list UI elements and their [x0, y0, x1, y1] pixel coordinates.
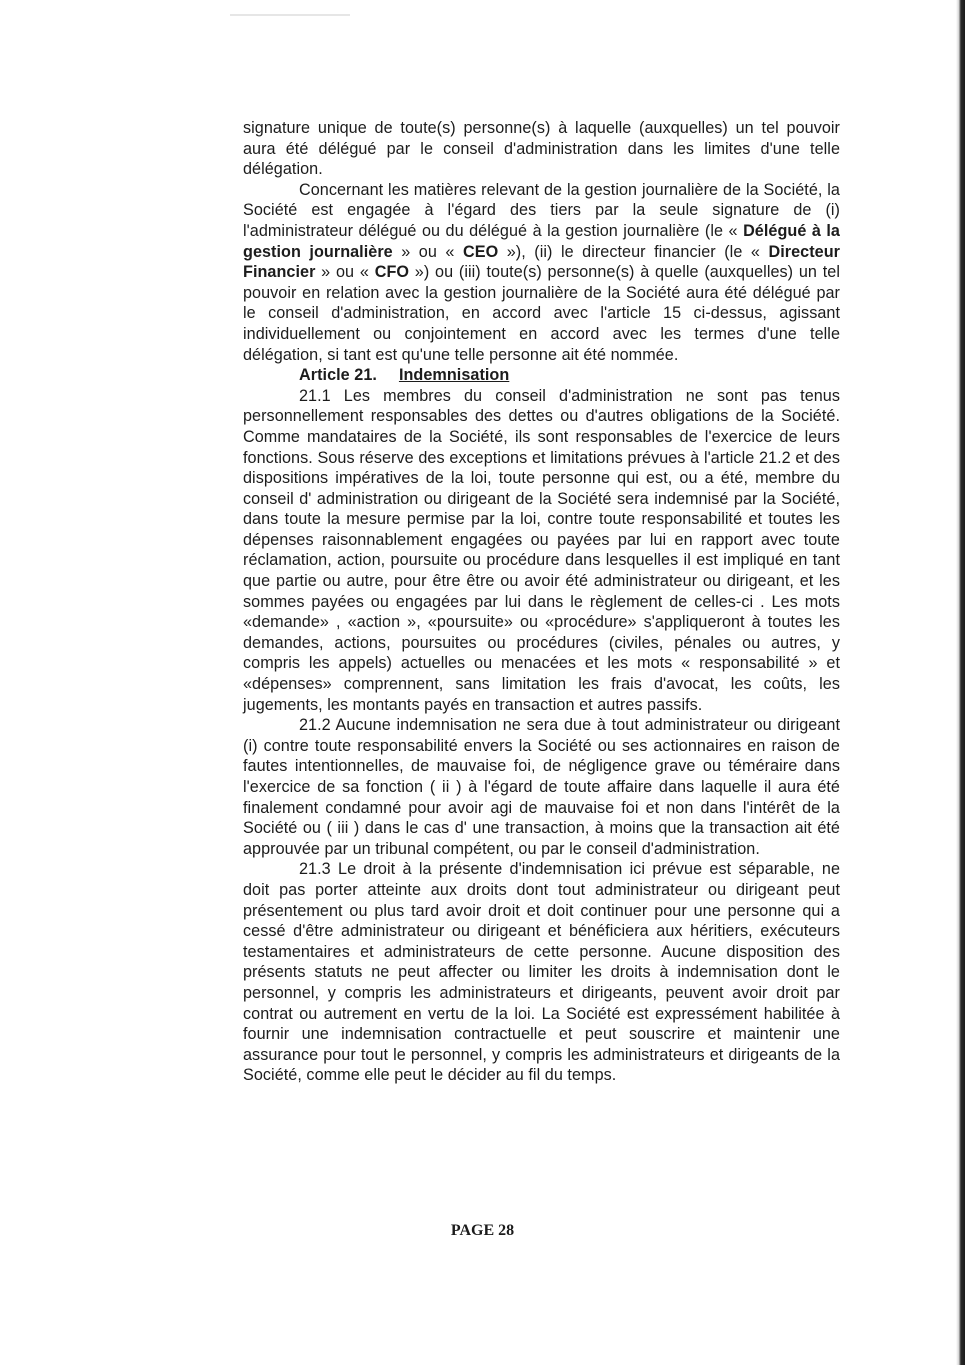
paragraph-21-2: 21.2 Aucune indemnisation ne sera due à tout administrateur ou dirigeant (i) contre toute responsabilité envers la Société ou ses actionnaires en raison de fautes intentionnelles, de mauvaise foi, de négligence grave ou téméraire dans l'exercice de sa fonction ( ii ) à l'égard de toute affaire dans laquelle il aura été finalement condamné pour avoir agi de mauvaise foi et non dans l'intérêt de la Société ou ( iii ) dans le cas d' une transaction, à moins que la transaction ait été approuvée par un tribunal compétent, ou par le conseil d'administration.	[243, 716, 840, 858]
paragraph-daily-management-text-4: » ou «	[315, 263, 375, 282]
page-number: PAGE 28	[450, 1222, 515, 1239]
scan-smudge	[230, 14, 350, 16]
term-directeur-financier: Directeur Financier	[243, 242, 840, 282]
document-body	[243, 118, 840, 1086]
article-number: Article 21.	[299, 366, 377, 385]
paragraph-daily-management	[243, 180, 840, 365]
article-title: Indemnisation	[398, 366, 510, 385]
paragraph-daily-management-text-2: » ou «	[392, 242, 463, 261]
term-ceo: CEO	[462, 242, 499, 261]
paragraph-daily-management-text-1: Concernant les matières relevant de la gestion journalière de la Société, la Société est engagée à l'égard des tiers par la seule signature de (i) l'administrateur délégué ou du délégué à la gestion journalière (le «	[243, 180, 840, 240]
term-delegue-gestion: Délégué à la gestion journalière	[243, 221, 840, 261]
term-cfo: CFO	[374, 263, 410, 282]
scan-edge-shadow	[956, 0, 965, 1365]
paragraph-21-3: 21.3 Le droit à la présente d'indemnisation ici prévue est séparable, ne doit pas porter atteinte aux droits dont tout administrateur ou dirigeant peut présentement ou plus tard avoir droit et doit continuer pour une personne qui a cessé d'être administrateur ou dirigeant et bénéficiera aux héritiers, exécuteurs testamentaires et administrateurs de cette personne. Aucune disposition des présents statuts ne peut affecter ou limiter les droits à indemnisation dont le personnel, y compris les administrateurs et dirigeants, peuvent avoir droit par contrat ou autrement en vertu de la loi. La Société est expressément habilitée à fournir une indemnisation contractuelle et peut souscrire et maintenir une assurance pour tout le personnel, y compris les administrateurs et dirigeants de la Société, comme elle peut le décider au fil du temps.	[243, 860, 840, 1085]
paragraph-signature: signature unique de toute(s) personne(s) à laquelle (auxquelles) un tel pouvoir aura été délégué par le conseil d'administration dans les limites d'une telle délégation.	[243, 119, 840, 179]
paragraph-daily-management-text-5: ») ou (iii) toute(s) personne(s) à quelle (auxquelles) un tel pouvoir en relation avec la gestion journalière de la Société aura été délégué par le conseil d'administration, en accord avec l'article 15 ci-dessus, agissant individuellement ou conjointement en accord avec les termes d'une telle délégation, si tant est qu'une telle personne ait été nommée.	[243, 263, 840, 364]
paragraph-21-1: 21.1 Les membres du conseil d'administration ne sont pas tenus personnellement responsables des dettes ou d'autres obligations de la Société. Comme mandataires de la Société, ils sont responsables de l'exercice de leurs fonctions. Sous réserve des exceptions et limitations prévues à l'article 21.2 et des dispositions impératives de la loi, toute personne qui est, ou a été, membre du conseil d' administration ou dirigeant de la Société sera indemnisé par la Société, dans toute la mesure permise par la loi, contre toute responsabilité et toutes les dépenses raisonnablement engagées ou payées par lui en rapport avec toute réclamation, action, poursuite ou procédure dans lesquelles il est impliqué en tant que partie ou autre, pour être être ou avoir été administrateur ou dirigeant, et les sommes payées ou engagées par lui dans le règlement de celles-ci . Les mots «demande» , «action », «poursuite» ou «procédure» s'appliqueront à toutes les demandes, actions, poursuites ou procédures (civiles, pénales ou autres, y compris les appels) actuelles ou menacées et les mots « responsabilité » et «dépenses» comprennent, sans limitation les frais d'avocat, les coûts, les jugements, les montants payés en transaction et autres passifs.	[243, 386, 840, 714]
paragraph-daily-management-text-3: »), (ii) le directeur financier (le «	[498, 242, 769, 261]
article-heading	[243, 365, 840, 386]
